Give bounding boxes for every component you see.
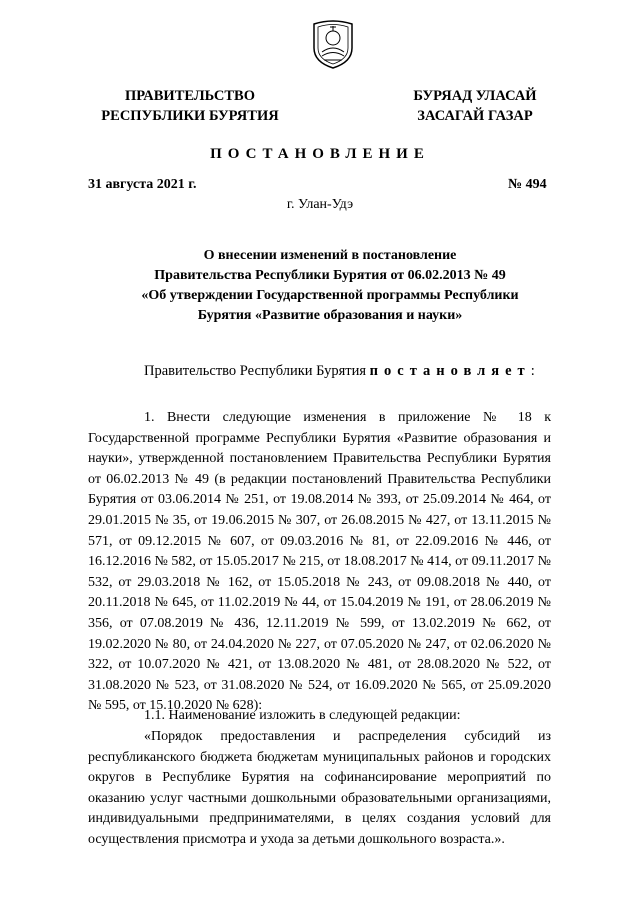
- preamble-colon: :: [530, 363, 535, 379]
- document-date: 31 августа 2021 г.: [88, 177, 197, 192]
- government-name-ru-line2: РЕСПУБЛИКИ БУРЯТИЯ: [101, 108, 279, 124]
- preamble: [144, 363, 535, 380]
- document-number: № 494: [508, 177, 547, 192]
- subject-line: Бурятия «Развитие образования и науки»: [197, 308, 463, 323]
- government-name-bu-line1: БУРЯАД УЛАСАЙ: [413, 88, 537, 104]
- subject-line: «Об утверждении Государственной программы Республики: [141, 288, 519, 303]
- government-name-bu-line2: ЗАСАГАЙ ГАЗАР: [417, 108, 533, 124]
- paragraph-1-1: 1.1. Наименование изложить в следующей редакции:: [144, 708, 461, 723]
- subject-line: О внесении изменений в постановление: [203, 248, 457, 263]
- paragraph-1: 1. Внести следующие изменения в приложение № 18 к Государственной программе Республики Бурятия «Развитие образования и науки», утвержденной постановлением Правительства Республики Бурятия от 06.02.2013 № 49 (в редакции постановлений Правительства Республики Бурятия от 03.06.2014 № 251, от 19.08.2014 № 393, от 25.09.2014 № 464, от 29.01.2015 № 35, от 19.06.2015 № 307, от 26.08.2015 № 427, от 13.11.2015 № 571, от 09.12.2015 № 607, от 09.03.2016 № 81, от 22.09.2016 № 446, от 16.12.2016 № 582, от 15.05.2017 № 215, от 18.08.2017 № 414, от 09.11.2017 № 532, от 29.03.2018 № 162, от 15.05.2018 № 243, от 09.08.2018 № 440, от 20.11.2018 № 645, от 11.02.2019 № 44, от 15.04.2019 № 191, от 28.06.2019 № 356, от 07.08.2019 № 436, 12.11.2019 № 599, от 13.02.2019 № 662, от 19.02.2020 № 80, от 24.04.2020 № 227, от 07.05.2020 № 247, от 02.06.2020 № 322, от 10.07.2020 № 421, от 13.08.2020 № 481, от 28.08.2020 № 522, от 31.08.2020 № 523, от 31.08.2020 № 524, от 16.09.2020 № 565, от 25.09.2020 № 595, от 15.10.2020 № 628):: [88, 410, 551, 714]
- government-name-buryat: [400, 86, 550, 126]
- government-name-ru-line1: ПРАВИТЕЛЬСТВО: [125, 88, 255, 104]
- subject-line: Правительства Республики Бурятия от 06.02.2013 № 49: [154, 268, 506, 283]
- government-name-russian: [80, 86, 300, 126]
- document-city: г. Улан-Удэ: [286, 197, 354, 212]
- document-title: ПОСТАНОВЛЕНИЕ: [210, 146, 430, 162]
- preamble-text: Правительство Республики Бурятия: [144, 363, 370, 379]
- document-subject: [120, 246, 540, 326]
- preamble-verb: постановляет: [369, 363, 531, 379]
- buryatia-coat-of-arms-icon: [310, 18, 356, 70]
- paragraph-new-title: «Порядок предоставления и распределения субсидий из республиканского бюджета бюджетам муниципальных районов и городских округов в Республике Бурятия на софинансирование мероприятий по оказанию услуг частными дошкольными образовательными организациями, индивидуальными предпринимателями, в целях создания условий для осуществления присмотра и ухода за детьми дошкольного возраста.».: [88, 729, 551, 847]
